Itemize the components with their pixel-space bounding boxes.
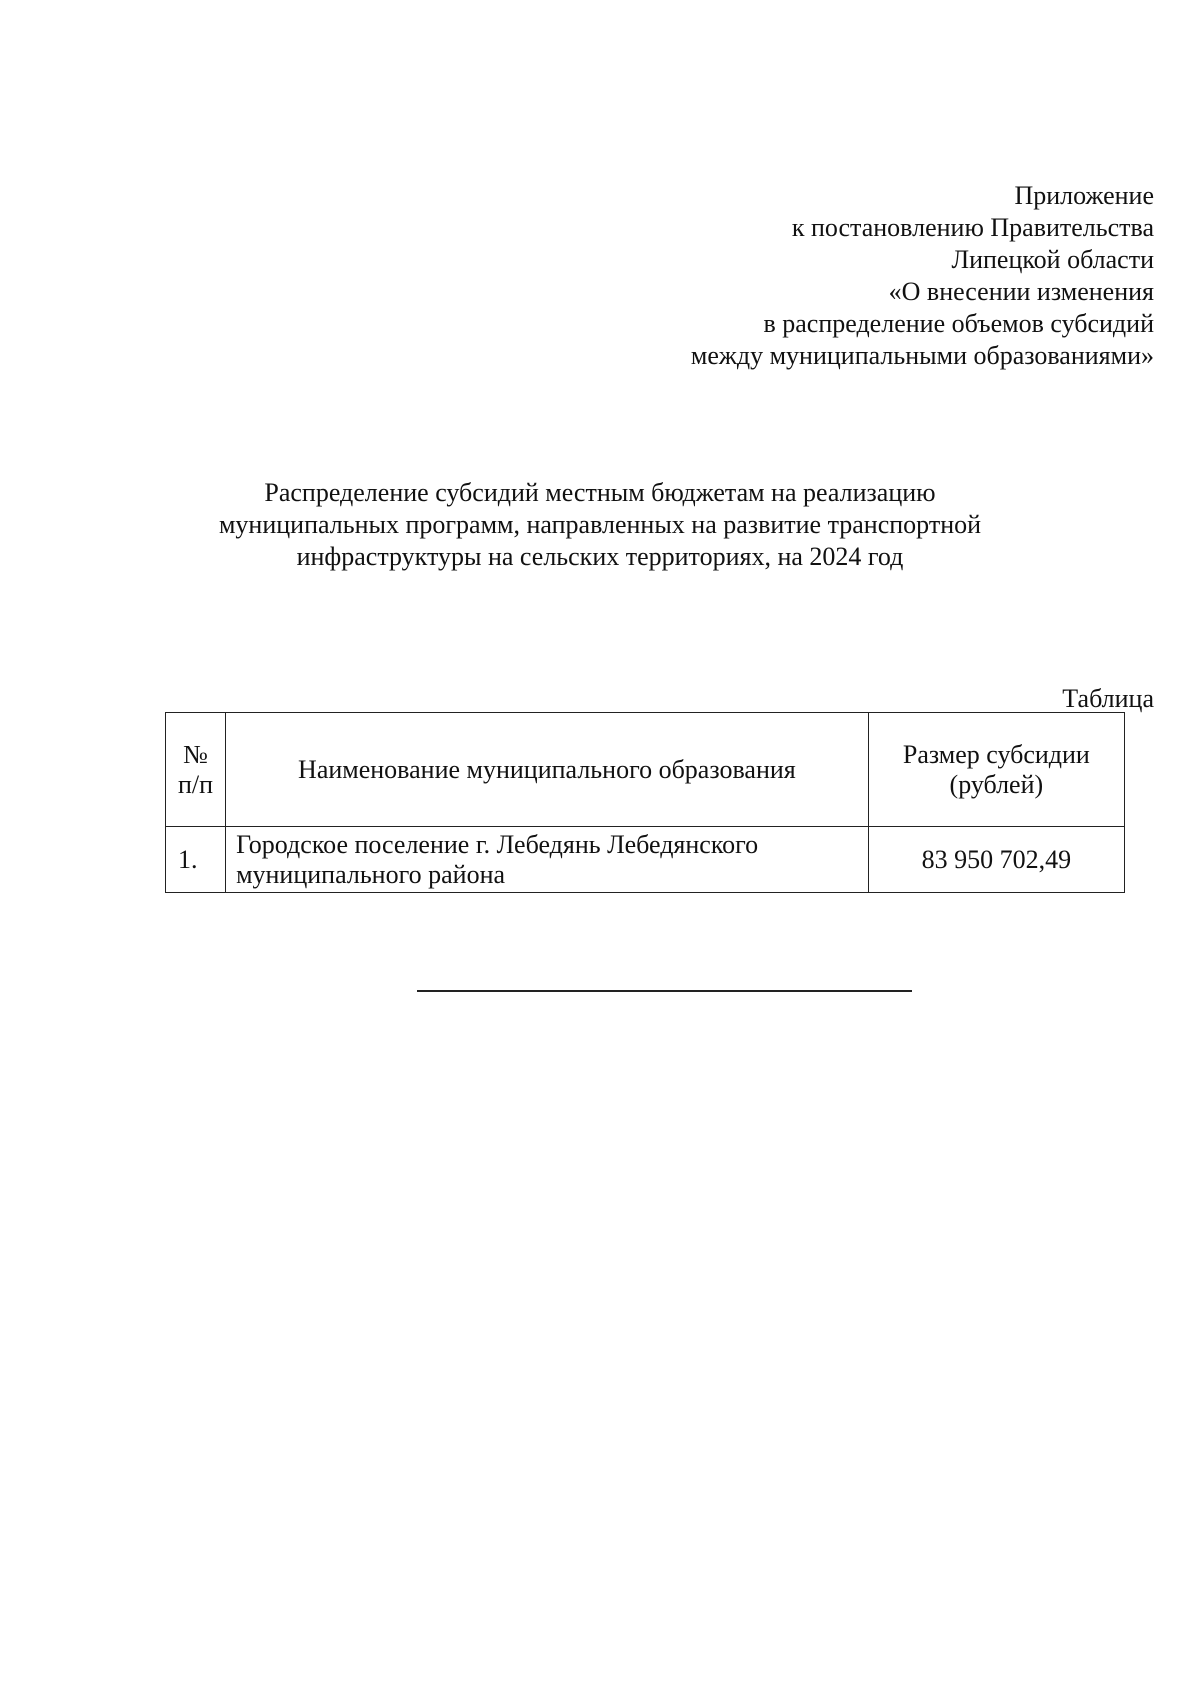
row-name-line: муниципального района: [236, 859, 506, 889]
header-amount-unit: (рублей): [949, 769, 1044, 799]
row-name-line: Городское поселение г. Лебедянь Лебедянского: [236, 829, 759, 859]
appendix-line: «О внесении изменения: [888, 277, 1154, 306]
table-caption: Таблица: [1062, 684, 1154, 713]
end-separator-line: [417, 990, 912, 992]
header-amount-label: Размер субсидии: [902, 739, 1090, 769]
appendix-block: [454, 180, 1154, 372]
header-amount: [868, 713, 1124, 827]
row-municipality-name: [226, 827, 869, 893]
appendix-line: Липецкой области: [951, 245, 1154, 274]
header-number-abbr: п/п: [178, 769, 214, 799]
table-header-row: [166, 713, 1125, 827]
header-number-symbol: №: [183, 739, 208, 769]
appendix-line: между муниципальными образованиями»: [690, 341, 1154, 370]
title-line: инфраструктуры на сельских территориях, на 2024 год: [296, 542, 904, 571]
title-line: Распределение субсидий местным бюджетам на реализацию: [264, 478, 936, 507]
appendix-line: Приложение: [1014, 181, 1154, 210]
subsidy-table: [165, 712, 1125, 893]
row-number: 1.: [166, 827, 226, 893]
header-name: Наименование муниципального образования: [226, 713, 869, 827]
row-amount: 83 950 702,49: [868, 827, 1124, 893]
document-title: [160, 477, 1040, 573]
title-line: муниципальных программ, направленных на развитие транспортной: [218, 510, 982, 539]
header-number: [166, 713, 226, 827]
appendix-line: в распределение объемов субсидий: [763, 309, 1154, 338]
table-row: [166, 827, 1125, 893]
appendix-line: к постановлению Правительства: [791, 213, 1154, 242]
